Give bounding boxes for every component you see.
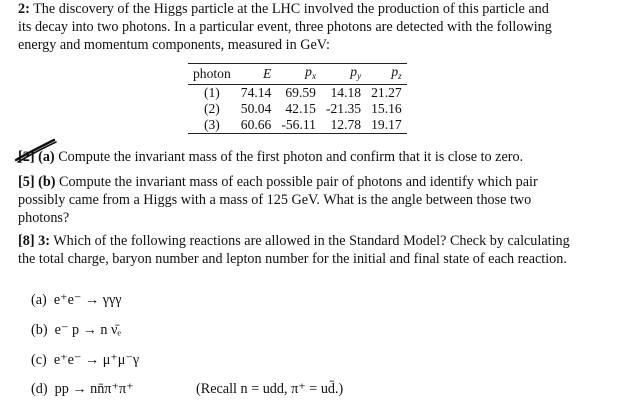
points-2b: [5] [18,174,35,190]
option-c: (c) e⁺e⁻ → μ⁺μ⁻γ [31,352,140,368]
question-2b: [5] (b) Compute the invariant mass of each possible pair of photons and identify which pair possibly came from a Higgs with a mass of 125 GeV. What is the angle between those two photons? [18,174,538,226]
table-row: (3) 60.66 -56.11 12.78 19.17 [188,117,407,134]
label-2b: (b) [38,174,56,190]
col-photon: photon [188,64,236,85]
handwritten-strike-mark [14,138,60,166]
label-2a: (a) [38,149,55,165]
option-b: (b) e⁻ p → n ν̄ₑ [31,322,122,338]
col-px: $p_x$ [276,64,321,85]
question-3-number: 3: [38,233,50,249]
question-2a [18,148,523,166]
photon-table [188,63,407,134]
text-2a: Compute the invariant mass of the first photon and confirm that it is close to zero. [58,149,524,165]
intro-line-3: energy and momentum components, measured in GeV: [18,37,330,53]
option-a: (a) e⁺e⁻ → γγγ [31,292,122,308]
col-pz: $p_z$ [366,64,407,85]
intro-line-1: The discovery of the Higgs particle at the LHC involved the production of this particle and [33,1,549,17]
col-energy: E [236,64,277,85]
option-d: (d) pp → nn̄π⁺π⁺ [31,381,134,397]
intro-line-2: its decay into two photons. In a particular event, three photons are detected with the following [18,19,552,35]
question-3: [8] 3: Which of the following reactions are allowed in the Standard Model? Check by calculating the total charge, baryon number and lepton number for the initial and final state of each reaction. [18,233,570,267]
recall-note: (Recall n = udd, π⁺ = ud̄.) [196,381,344,397]
points-2a: [2] [18,149,35,165]
table-row: (1) 74.14 69.59 14.18 21.27 [203,85,402,100]
question-2-intro [18,0,624,54]
question-2-number: 2: [18,1,30,17]
col-py: $p_y$ [321,64,366,85]
table-row: (2) 50.04 42.15 -21.35 15.16 [203,101,402,116]
points-3: [8] [18,233,35,249]
